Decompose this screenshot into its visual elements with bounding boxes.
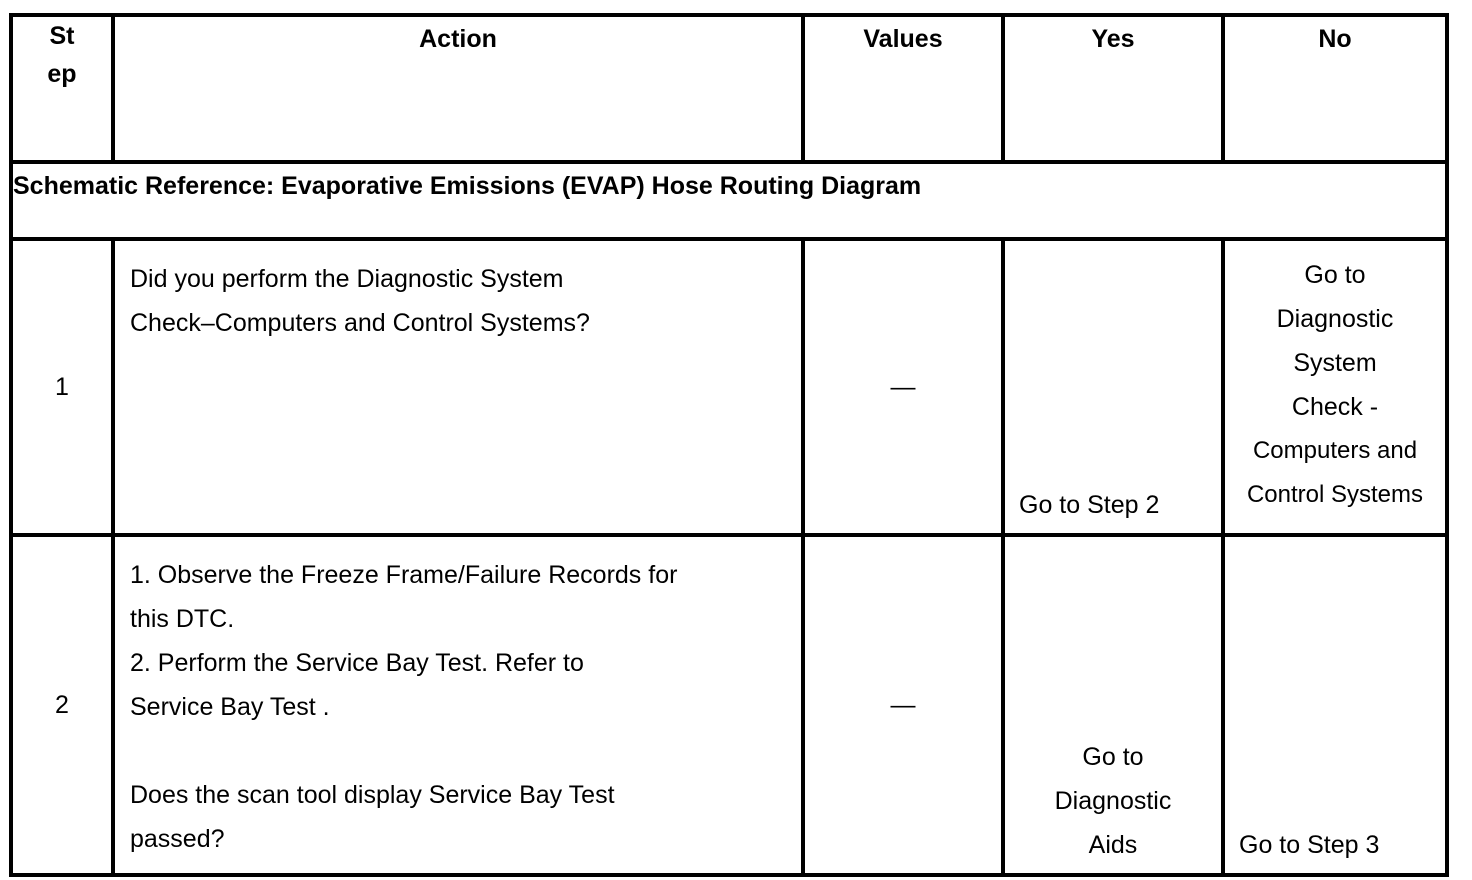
action-line: Check–Computers and Control Systems? bbox=[130, 309, 590, 337]
table-row bbox=[11, 535, 1447, 875]
no-line: Go to bbox=[1304, 261, 1366, 289]
no-link[interactable] bbox=[1223, 239, 1447, 535]
action-line: Service Bay Test . bbox=[130, 693, 330, 721]
no-line: Computers and bbox=[1252, 437, 1418, 464]
header-yes: Yes bbox=[1003, 15, 1223, 162]
header-action: Action bbox=[113, 15, 803, 162]
values-dash: — bbox=[803, 535, 1003, 875]
action-line: passed? bbox=[130, 825, 225, 853]
yes-line: Diagnostic bbox=[1054, 787, 1172, 815]
header-values: Values bbox=[803, 15, 1003, 162]
header-no: No bbox=[1223, 15, 1447, 162]
header-step-line2: ep bbox=[47, 60, 77, 88]
diagnostic-table-frame bbox=[9, 13, 1445, 873]
no-line: Diagnostic bbox=[1276, 305, 1394, 333]
yes-line: Go to bbox=[1082, 743, 1144, 771]
step-number: 2 bbox=[11, 535, 113, 875]
action-text bbox=[113, 535, 803, 875]
yes-link[interactable]: Go to Step 2 bbox=[1003, 239, 1223, 535]
no-link[interactable]: Go to Step 3 bbox=[1223, 535, 1447, 875]
no-line: Control Systems bbox=[1246, 481, 1424, 508]
action-text bbox=[113, 239, 803, 535]
action-line: Does the scan tool display Service Bay Test bbox=[130, 781, 615, 809]
header-step bbox=[11, 15, 113, 162]
schematic-reference: Schematic Reference: Evaporative Emissions (EVAP) Hose Routing Diagram bbox=[11, 162, 1447, 239]
action-line: Did you perform the Diagnostic System bbox=[130, 265, 564, 293]
header-step-line1: St bbox=[49, 22, 75, 50]
schematic-reference-row bbox=[11, 162, 1447, 239]
step-number: 1 bbox=[11, 239, 113, 535]
values-dash: — bbox=[803, 239, 1003, 535]
yes-link[interactable] bbox=[1003, 535, 1223, 875]
action-line: this DTC. bbox=[130, 605, 235, 633]
no-line: System bbox=[1293, 349, 1377, 377]
no-line: Check - bbox=[1291, 393, 1379, 421]
yes-line: Aids bbox=[1088, 831, 1138, 859]
action-line: 2. Perform the Service Bay Test. Refer to bbox=[130, 649, 584, 677]
spacer bbox=[130, 729, 801, 773]
table-row bbox=[11, 239, 1447, 535]
header-row bbox=[11, 15, 1447, 162]
diagnostic-table bbox=[9, 13, 1449, 877]
action-line: 1. Observe the Freeze Frame/Failure Records for bbox=[130, 561, 678, 589]
